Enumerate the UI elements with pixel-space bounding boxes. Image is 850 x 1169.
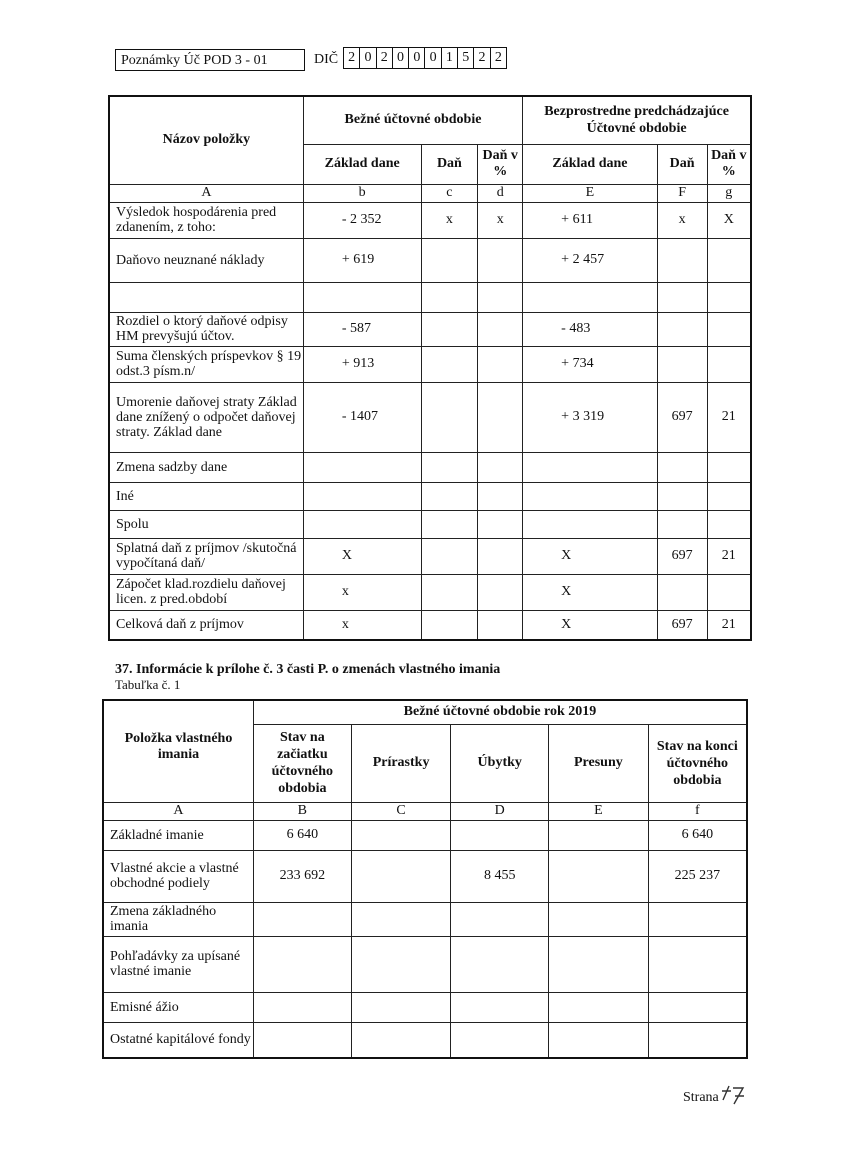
column-letter: f xyxy=(648,802,747,820)
column-letter: A xyxy=(103,802,253,820)
cell-start: 233 692 xyxy=(253,850,351,902)
cell-base-previous: X xyxy=(523,610,658,640)
cell-tax-current xyxy=(421,238,478,282)
cell-decreases xyxy=(451,820,549,850)
cell-tax-previous xyxy=(657,482,707,510)
column-letter: c xyxy=(421,184,478,202)
cell-base-previous: X xyxy=(523,538,658,574)
cell-tax-current xyxy=(421,538,478,574)
cell-pct-previous xyxy=(707,574,751,610)
dic-digit: 0 xyxy=(425,48,441,68)
row-label: Emisné ážio xyxy=(103,992,253,1022)
document-code-box: Poznámky Úč POD 3 - 01 xyxy=(115,49,305,71)
cell-pct-previous xyxy=(707,282,751,312)
cell-pct-previous xyxy=(707,346,751,382)
cell-tax-previous xyxy=(657,238,707,282)
column-letter: B xyxy=(253,802,351,820)
cell-pct-current xyxy=(478,312,523,346)
cell-decreases xyxy=(451,992,549,1022)
cell-tax-previous: 697 xyxy=(657,538,707,574)
cell-pct-previous xyxy=(707,482,751,510)
column-header-equity-item: Položka vlastného imania xyxy=(103,700,253,802)
cell-pct-current xyxy=(478,538,523,574)
dic-digit: 1 xyxy=(442,48,458,68)
table-row xyxy=(109,202,751,238)
cell-pct-previous xyxy=(707,510,751,538)
handwritten-page-number xyxy=(719,1082,749,1111)
page-label: Strana xyxy=(683,1090,719,1105)
cell-base-current: - 1407 xyxy=(303,382,421,452)
cell-transfers xyxy=(549,1022,649,1058)
column-letter: A xyxy=(109,184,303,202)
cell-pct-previous xyxy=(707,312,751,346)
cell-pct-current xyxy=(478,238,523,282)
row-label: Splatná daň z príjmov /skutočná vypočítaná daň/ xyxy=(109,538,303,574)
column-header-increases: Prírastky xyxy=(351,724,451,802)
table-row xyxy=(109,312,751,346)
table-row xyxy=(109,482,751,510)
cell-increases xyxy=(351,1022,451,1058)
table-row xyxy=(103,902,747,936)
cell-tax-current xyxy=(421,312,478,346)
cell-start: 6 640 xyxy=(253,820,351,850)
equity-changes-table xyxy=(102,699,748,1059)
cell-start xyxy=(253,1022,351,1058)
row-label: Ostatné kapitálové fondy xyxy=(103,1022,253,1058)
cell-tax-current xyxy=(421,482,478,510)
cell-base-previous xyxy=(523,510,658,538)
cell-end xyxy=(648,902,747,936)
cell-base-previous xyxy=(523,482,658,510)
dic-digit: 0 xyxy=(409,48,425,68)
cell-base-current xyxy=(303,482,421,510)
subheader-tax-prev: Daň xyxy=(657,144,707,184)
column-letter: d xyxy=(478,184,523,202)
dic-digit: 2 xyxy=(344,48,360,68)
cell-base-previous: + 611 xyxy=(523,202,658,238)
cell-pct-previous xyxy=(707,238,751,282)
column-letter: b xyxy=(303,184,421,202)
cell-base-current: x xyxy=(303,610,421,640)
table-row xyxy=(109,610,751,640)
column-header-start: Stav na začiatku účtovného obdobia xyxy=(253,724,351,802)
cell-decreases xyxy=(451,1022,549,1058)
cell-transfers xyxy=(549,936,649,992)
cell-tax-previous xyxy=(657,312,707,346)
row-label: Daňovo neuznané náklady xyxy=(109,238,303,282)
table-row xyxy=(109,510,751,538)
tax-table-body xyxy=(109,202,751,640)
row-label: Pohľadávky za upísané vlastné imanie xyxy=(103,936,253,992)
cell-pct-current xyxy=(478,482,523,510)
row-label: Zmena sadzby dane xyxy=(109,452,303,482)
cell-end: 6 640 xyxy=(648,820,747,850)
table-row xyxy=(103,992,747,1022)
column-header-previous-period: Bezprostredne predchádzajúce Účtovné obdobie xyxy=(523,96,751,144)
dic-digit: 2 xyxy=(377,48,393,68)
cell-end xyxy=(648,1022,747,1058)
table-row xyxy=(103,820,747,850)
cell-tax-previous xyxy=(657,282,707,312)
cell-base-previous: X xyxy=(523,574,658,610)
cell-end xyxy=(648,936,747,992)
cell-pct-current xyxy=(478,382,523,452)
table-row xyxy=(109,574,751,610)
cell-base-previous xyxy=(523,282,658,312)
column-header-transfers: Presuny xyxy=(549,724,649,802)
cell-base-current: x xyxy=(303,574,421,610)
cell-start xyxy=(253,902,351,936)
cell-tax-previous: 697 xyxy=(657,610,707,640)
cell-base-previous: + 734 xyxy=(523,346,658,382)
cell-pct-current xyxy=(478,610,523,640)
column-letter: g xyxy=(707,184,751,202)
cell-base-previous: + 3 319 xyxy=(523,382,658,452)
table-row xyxy=(109,238,751,282)
column-letter: E xyxy=(523,184,658,202)
cell-tax-current xyxy=(421,282,478,312)
section-37-subtitle: Tabuľka č. 1 xyxy=(115,677,181,692)
cell-decreases: 8 455 xyxy=(451,850,549,902)
income-tax-table xyxy=(108,95,752,641)
cell-pct-previous: X xyxy=(707,202,751,238)
table-row xyxy=(109,382,751,452)
cell-start xyxy=(253,992,351,1022)
row-label xyxy=(109,282,303,312)
cell-increases xyxy=(351,850,451,902)
dic-digit: 2 xyxy=(491,48,507,68)
cell-base-current: - 587 xyxy=(303,312,421,346)
cell-pct-current xyxy=(478,574,523,610)
table-row xyxy=(103,850,747,902)
table-row xyxy=(109,452,751,482)
cell-pct-current xyxy=(478,346,523,382)
subheader-tax: Daň xyxy=(421,144,478,184)
cell-transfers xyxy=(549,902,649,936)
cell-base-current xyxy=(303,282,421,312)
column-header-decreases: Úbytky xyxy=(451,724,549,802)
cell-transfers xyxy=(549,850,649,902)
cell-tax-current xyxy=(421,510,478,538)
cell-tax-previous xyxy=(657,574,707,610)
cell-pct-previous: 21 xyxy=(707,538,751,574)
column-letter: D xyxy=(451,802,549,820)
cell-pct-previous xyxy=(707,452,751,482)
cell-tax-current xyxy=(421,382,478,452)
table-row xyxy=(109,538,751,574)
row-label: Zápočet klad.rozdielu daňovej licen. z pred.období xyxy=(109,574,303,610)
cell-end: 225 237 xyxy=(648,850,747,902)
cell-pct-current xyxy=(478,452,523,482)
cell-decreases xyxy=(451,902,549,936)
subheader-tax-base-prev: Základ dane xyxy=(523,144,658,184)
cell-end xyxy=(648,992,747,1022)
cell-tax-current xyxy=(421,346,478,382)
dic-number-boxes xyxy=(343,47,507,69)
row-label: Rozdiel o ktorý daňové odpisy HM prevyšujú účtov. xyxy=(109,312,303,346)
cell-tax-current xyxy=(421,574,478,610)
row-label: Zmena základného imania xyxy=(103,902,253,936)
column-letter: E xyxy=(549,802,649,820)
cell-increases xyxy=(351,936,451,992)
section-37-title: 37. Informácie k prílohe č. 3 časti P. o zmenách vlastného imania xyxy=(115,662,501,677)
cell-increases xyxy=(351,902,451,936)
subheader-tax-percent-prev: Daň v % xyxy=(707,144,751,184)
cell-tax-previous xyxy=(657,452,707,482)
cell-base-current: X xyxy=(303,538,421,574)
cell-base-current: + 619 xyxy=(303,238,421,282)
subheader-tax-base: Základ dane xyxy=(303,144,421,184)
dic-digit: 5 xyxy=(458,48,474,68)
equity-table-body xyxy=(103,820,747,1058)
table-row xyxy=(109,282,751,312)
row-label: Iné xyxy=(109,482,303,510)
column-header-end: Stav na konci účtovného obdobia xyxy=(648,724,747,802)
cell-base-current xyxy=(303,510,421,538)
dic-digit: 0 xyxy=(393,48,409,68)
column-header-period: Bežné účtovné obdobie rok 2019 xyxy=(253,700,747,724)
column-header-current-period: Bežné účtovné obdobie xyxy=(303,96,522,144)
cell-tax-previous: x xyxy=(657,202,707,238)
cell-transfers xyxy=(549,992,649,1022)
cell-base-current xyxy=(303,452,421,482)
dic-digit: 2 xyxy=(474,48,490,68)
dic-label: DIČ xyxy=(314,52,339,67)
cell-pct-current: x xyxy=(478,202,523,238)
cell-tax-previous xyxy=(657,346,707,382)
column-header-item-name: Názov položky xyxy=(109,96,303,184)
cell-start xyxy=(253,936,351,992)
cell-pct-previous: 21 xyxy=(707,610,751,640)
cell-base-previous xyxy=(523,452,658,482)
cell-pct-previous: 21 xyxy=(707,382,751,452)
row-label: Spolu xyxy=(109,510,303,538)
table-row xyxy=(109,346,751,382)
cell-increases xyxy=(351,820,451,850)
row-label: Umorenie daňovej straty Základ dane znížený o odpočet daňovej straty. Základ dane xyxy=(109,382,303,452)
row-label: Výsledok hospodárenia pred zdanením, z toho: xyxy=(109,202,303,238)
row-label: Vlastné akcie a vlastné obchodné podiely xyxy=(103,850,253,902)
cell-decreases xyxy=(451,936,549,992)
cell-tax-current: x xyxy=(421,202,478,238)
table-row xyxy=(103,1022,747,1058)
table-row xyxy=(103,936,747,992)
cell-base-current: + 913 xyxy=(303,346,421,382)
subheader-tax-percent: Daň v % xyxy=(478,144,523,184)
dic-digit: 0 xyxy=(360,48,376,68)
cell-base-previous: + 2 457 xyxy=(523,238,658,282)
cell-tax-current xyxy=(421,452,478,482)
cell-pct-current xyxy=(478,282,523,312)
cell-tax-current xyxy=(421,610,478,640)
column-letter: F xyxy=(657,184,707,202)
cell-tax-previous: 697 xyxy=(657,382,707,452)
cell-tax-previous xyxy=(657,510,707,538)
column-letter: C xyxy=(351,802,451,820)
row-label: Celková daň z príjmov xyxy=(109,610,303,640)
cell-base-current: - 2 352 xyxy=(303,202,421,238)
cell-increases xyxy=(351,992,451,1022)
row-label: Suma členských príspevkov § 19 odst.3 písm.n/ xyxy=(109,346,303,382)
cell-pct-current xyxy=(478,510,523,538)
cell-transfers xyxy=(549,820,649,850)
cell-base-previous: - 483 xyxy=(523,312,658,346)
row-label: Základné imanie xyxy=(103,820,253,850)
